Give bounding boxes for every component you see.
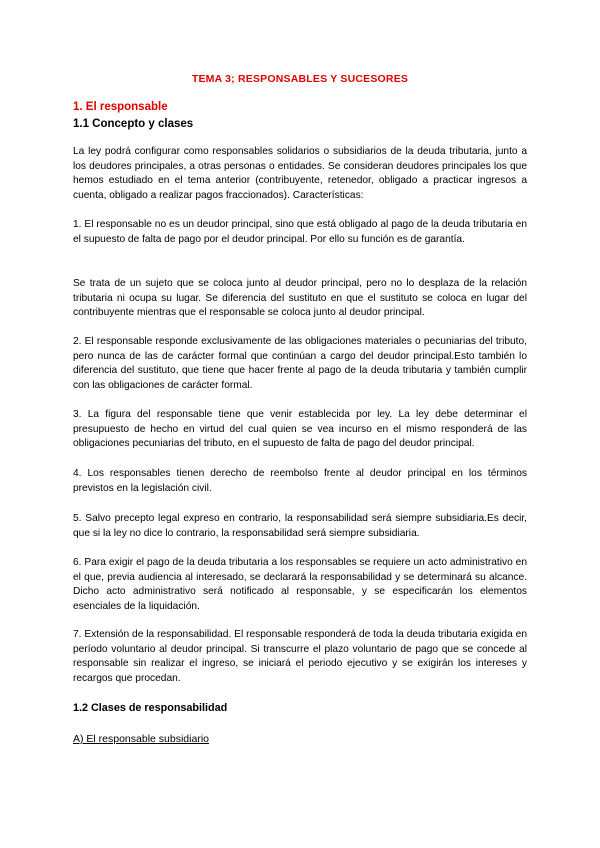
paragraph-1: 1. El responsable no es un deudor principal, sino que está obligado al pago de la deuda tributaria en el supuesto de falta de pago por el deudor principal. Por ello su función es de garantía. xyxy=(73,219,527,245)
paragraph-1-detail: Se trata de un sujeto que se coloca junto al deudor principal, pero no lo desplaza de la relación tributaria ni ocupa su lugar. Se diferencia del sustituto en que el sustituto se coloca en lugar del contribuyente mientras que el responsable se coloca junto al deudor principal. xyxy=(73,278,527,318)
paragraph-intro: La ley podrá configurar como responsables solidarios o subsidiarios de la deuda tributaria, junto a los deudores principales, a otras personas o entidades. Se consideran deudores principales los que hemos estudiado en el tema anterior (contribuyente, retenedor, obligado a practicar ingresos a cuenta, obligado a realizar pagos fraccionados). Características: xyxy=(73,146,527,201)
paragraph-3: 3. La figura del responsable tiene que venir establecida por ley. La ley debe determinar el presupuesto de hecho en virtud del cual quien se vea incurso en el mismo responderá de las obligaciones pecuniarias del tributo, en el supuesto de falta de pago del deudor principal. xyxy=(73,409,527,449)
subsection-responsable-subsidiario: A) El responsable subsidiario xyxy=(73,733,209,745)
subsection-heading-clases: 1.2 Clases de responsabilidad xyxy=(73,702,228,714)
subsection-heading-concepto: 1.1 Concepto y clases xyxy=(73,118,194,130)
document-title: TEMA 3; RESPONSABLES Y SUCESORES xyxy=(191,73,409,85)
paragraph-2: 2. El responsable responde exclusivamente de las obligaciones materiales o pecuniarias del tributo, pero nunca de las de carácter formal que continúan a cargo del deudor principal.Esto también lo diferencia del sustituto, que tiene que hacer frente al pago de la deuda tributaria y también cumplir con las obligaciones de carácter formal. xyxy=(73,336,527,391)
paragraph-4: 4. Los responsables tienen derecho de reembolso frente al deudor principal en los términos previstos en la legislación civil. xyxy=(73,468,527,494)
paragraph-5: 5. Salvo precepto legal expreso en contrario, la responsabilidad será siempre subsidiaria.Es decir, que si la ley no dice lo contrario, la responsabilidad será siempre subsidiaria. xyxy=(73,513,527,539)
section-heading-responsable: 1. El responsable xyxy=(73,101,168,113)
paragraph-6: 6. Para exigir el pago de la deuda tributaria a los responsables se requiere un acto administrativo en el que, previa audiencia al interesado, se declarará la responsabilidad y se determinará su alcance. Dicho acto administrativo será notificado al responsable, y se especificarán los elementos esenciales de la liquidación. xyxy=(73,557,527,612)
paragraph-7: 7. Extensión de la responsabilidad. El responsable responderá de toda la deuda tributaria exigida en período voluntario al deudor principal. Si transcurre el plazo voluntario de pago que se concede al responsable sin realizar el ingreso, se iniciará el periodo ejecutivo y se exigirán los intereses y recargos que procedan. xyxy=(73,629,527,684)
